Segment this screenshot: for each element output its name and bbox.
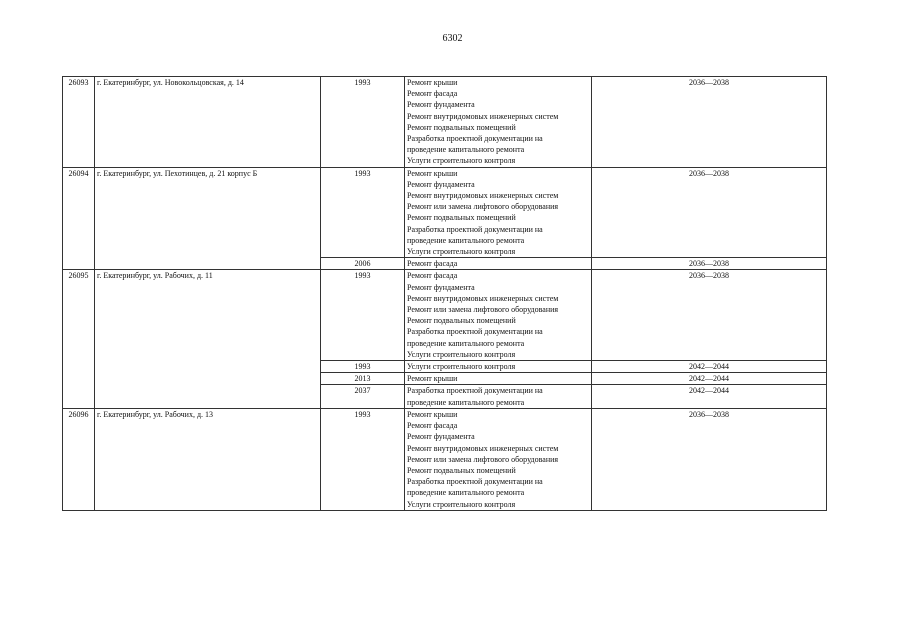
repair-work-item: Услуги строительного контроля [407, 499, 516, 509]
repair-work-item: Разработка проектной документации на [407, 386, 543, 396]
repair-year: 1993 [321, 77, 405, 168]
repair-work-item: Ремонт фундамента [407, 282, 475, 292]
repair-work-item: Ремонт крыши [407, 374, 458, 384]
building-address: г. Екатеринбург, ул. Новокольцовская, д. 14 [95, 77, 321, 168]
repair-work-item: Разработка проектной документации на [407, 477, 543, 487]
repair-work-item: Ремонт подвальных помещений [407, 213, 516, 223]
repair-work-item: Разработка проектной документации на [407, 134, 543, 144]
repair-work-item: Ремонт крыши [407, 168, 458, 178]
building-id: 26093 [63, 77, 95, 168]
repair-work-item: Ремонт фасада [407, 89, 458, 99]
repair-year: 1993 [321, 408, 405, 510]
repair-work-item: проведение капитального ремонта [407, 488, 525, 498]
repair-year: 2006 [321, 258, 405, 270]
repair-period: 2036—2038 [592, 167, 827, 258]
repair-works [405, 77, 592, 168]
repair-work-item: проведение капитального ремонта [407, 145, 525, 155]
building-address: г. Екатеринбург, ул. Пехотинцев, д. 21 корпус Б [95, 167, 321, 270]
repair-work-item: Услуги строительного контроля [407, 349, 516, 359]
building-address: г. Екатеринбург, ул. Рабочих, д. 13 [95, 408, 321, 510]
repair-work-item: Ремонт фасада [407, 421, 458, 431]
repair-year: 2013 [321, 373, 405, 385]
repair-work-item: Ремонт внутридомовых инженерных систем [407, 443, 559, 453]
repair-period: 2036—2038 [592, 408, 827, 510]
repair-year: 2037 [321, 385, 405, 408]
repair-period: 2042—2044 [592, 361, 827, 373]
repair-works [405, 361, 592, 373]
building-address: г. Екатеринбург, ул. Рабочих, д. 11 [95, 270, 321, 408]
table-body [63, 77, 827, 511]
repair-period: 2042—2044 [592, 385, 827, 408]
table-row [63, 408, 827, 510]
repair-work-item: Ремонт внутридомовых инженерных систем [407, 111, 559, 121]
repair-work-item: Ремонт фасада [407, 271, 458, 281]
repair-work-item: Ремонт подвальных помещений [407, 465, 516, 475]
repair-period: 2036—2038 [592, 77, 827, 168]
repair-work-item: Ремонт или замена лифтового оборудования [407, 202, 559, 212]
repair-work-item: проведение капитального ремонта [407, 338, 525, 348]
repair-work-item: Разработка проектной документации на [407, 327, 543, 337]
repair-works [405, 270, 592, 361]
building-id: 26094 [63, 167, 95, 270]
repair-works [405, 373, 592, 385]
repair-period: 2042—2044 [592, 373, 827, 385]
repair-works [405, 258, 592, 270]
repair-works [405, 167, 592, 258]
repair-work-item: Услуги строительного контроля [407, 156, 516, 166]
building-id: 26095 [63, 270, 95, 408]
repair-work-item: Ремонт крыши [407, 78, 458, 87]
repair-year: 1993 [321, 167, 405, 258]
repair-work-item: Ремонт подвальных помещений [407, 122, 516, 132]
table-row [63, 270, 827, 361]
repair-period: 2036—2038 [592, 258, 827, 270]
repair-work-item: Услуги строительного контроля [407, 362, 516, 372]
repair-year: 1993 [321, 270, 405, 361]
repair-work-item: Услуги строительного контроля [407, 247, 516, 257]
repair-work-item: Разработка проектной документации на [407, 224, 543, 234]
page-number: 6302 [442, 33, 463, 44]
repair-work-item: Ремонт внутридомовых инженерных систем [407, 191, 559, 201]
repair-work-item: Ремонт или замена лифтового оборудования [407, 305, 559, 315]
repair-period: 2036—2038 [592, 270, 827, 361]
capital-repair-table [62, 76, 827, 511]
repair-work-item: Ремонт фасада [407, 259, 458, 269]
repair-work-item: Ремонт внутридомовых инженерных систем [407, 293, 559, 303]
table-row [63, 167, 827, 258]
repair-work-item: Ремонт фундамента [407, 179, 475, 189]
repair-work-item: Ремонт или замена лифтового оборудования [407, 454, 559, 464]
repair-work-item: Ремонт фундамента [407, 432, 475, 442]
repair-works [405, 408, 592, 510]
repair-work-item: проведение капитального ремонта [407, 397, 525, 407]
repair-work-item: Ремонт крыши [407, 409, 458, 419]
repair-works [405, 385, 592, 408]
table-row [63, 77, 827, 168]
repair-work-item: Ремонт подвальных помещений [407, 316, 516, 326]
repair-work-item: Ремонт фундамента [407, 100, 475, 110]
repair-work-item: проведение капитального ремонта [407, 235, 525, 245]
building-id: 26096 [63, 408, 95, 510]
repair-year: 1993 [321, 361, 405, 373]
